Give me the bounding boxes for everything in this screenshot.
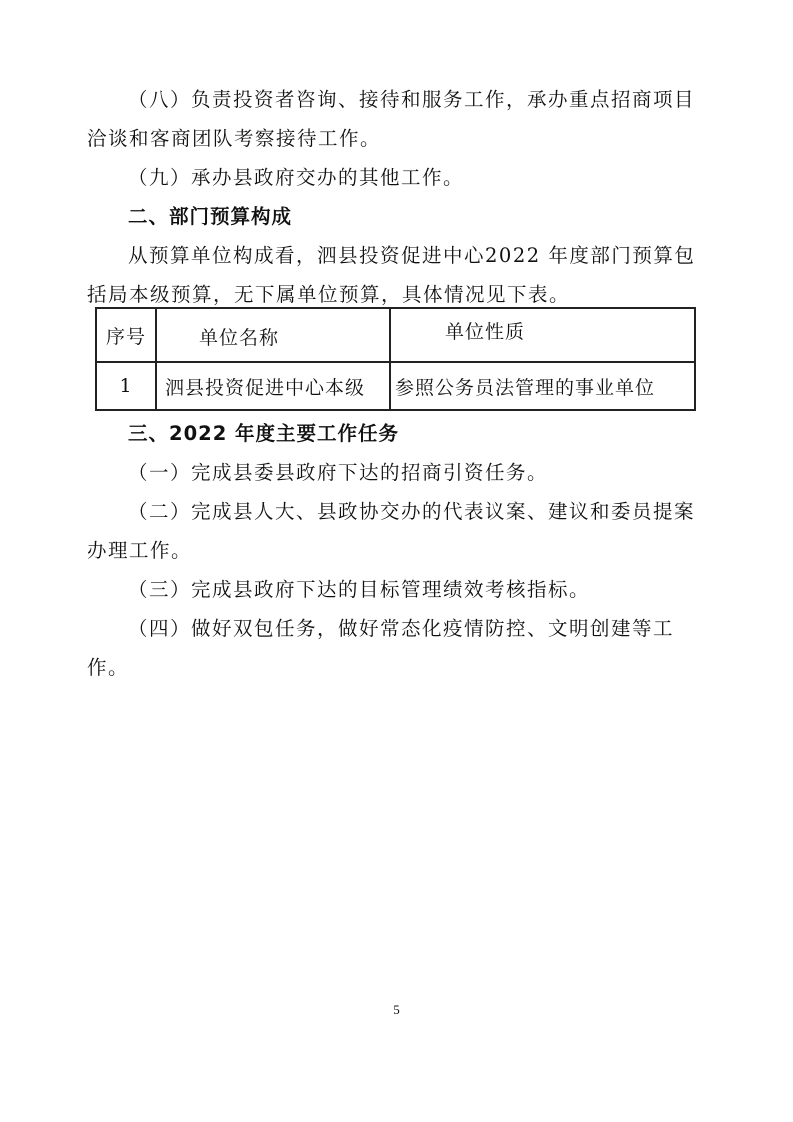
section-heading-budget-composition: 二、部门预算构成	[128, 205, 293, 228]
header-unit-nature: 单位性质	[390, 308, 695, 362]
task-item-4: （四）做好双包任务，做好常态化疫情防控、文明创建等工作。	[87, 617, 675, 679]
task-item-1: （一）完成县委县政府下达的招商引资任务。	[128, 461, 549, 484]
task-item-2: （二）完成县人大、县政协交办的代表议案、建议和委员提案办理工作。	[87, 500, 696, 562]
budget-unit-table	[95, 307, 696, 411]
page-number: 5	[393, 1002, 400, 1017]
header-unit-name: 单位名称	[156, 308, 390, 362]
paragraph-item-9: （九）承办县政府交办的其他工作。	[128, 166, 465, 189]
section-heading-main-tasks: 三、2022 年度主要工作任务	[128, 422, 400, 445]
table-row	[96, 362, 695, 410]
cell-index: 1	[96, 362, 156, 410]
table-header-row	[96, 308, 695, 362]
paragraph-item-8: （八）负责投资者咨询、接待和服务工作，承办重点招商项目洽谈和客商团队考察接待工作。	[87, 88, 696, 150]
budget-intro-paragraph: 从预算单位构成看，泗县投资促进中心2022 年度部门预算包括局本级预算，无下属单位预算，具体情况见下表。	[87, 244, 696, 306]
cell-unit-nature: 参照公务员法管理的事业单位	[390, 362, 695, 410]
task-item-3: （三）完成县政府下达的目标管理绩效考核指标。	[128, 578, 591, 601]
header-index: 序号	[96, 308, 156, 362]
cell-unit-name: 泗县投资促进中心本级	[156, 362, 390, 410]
